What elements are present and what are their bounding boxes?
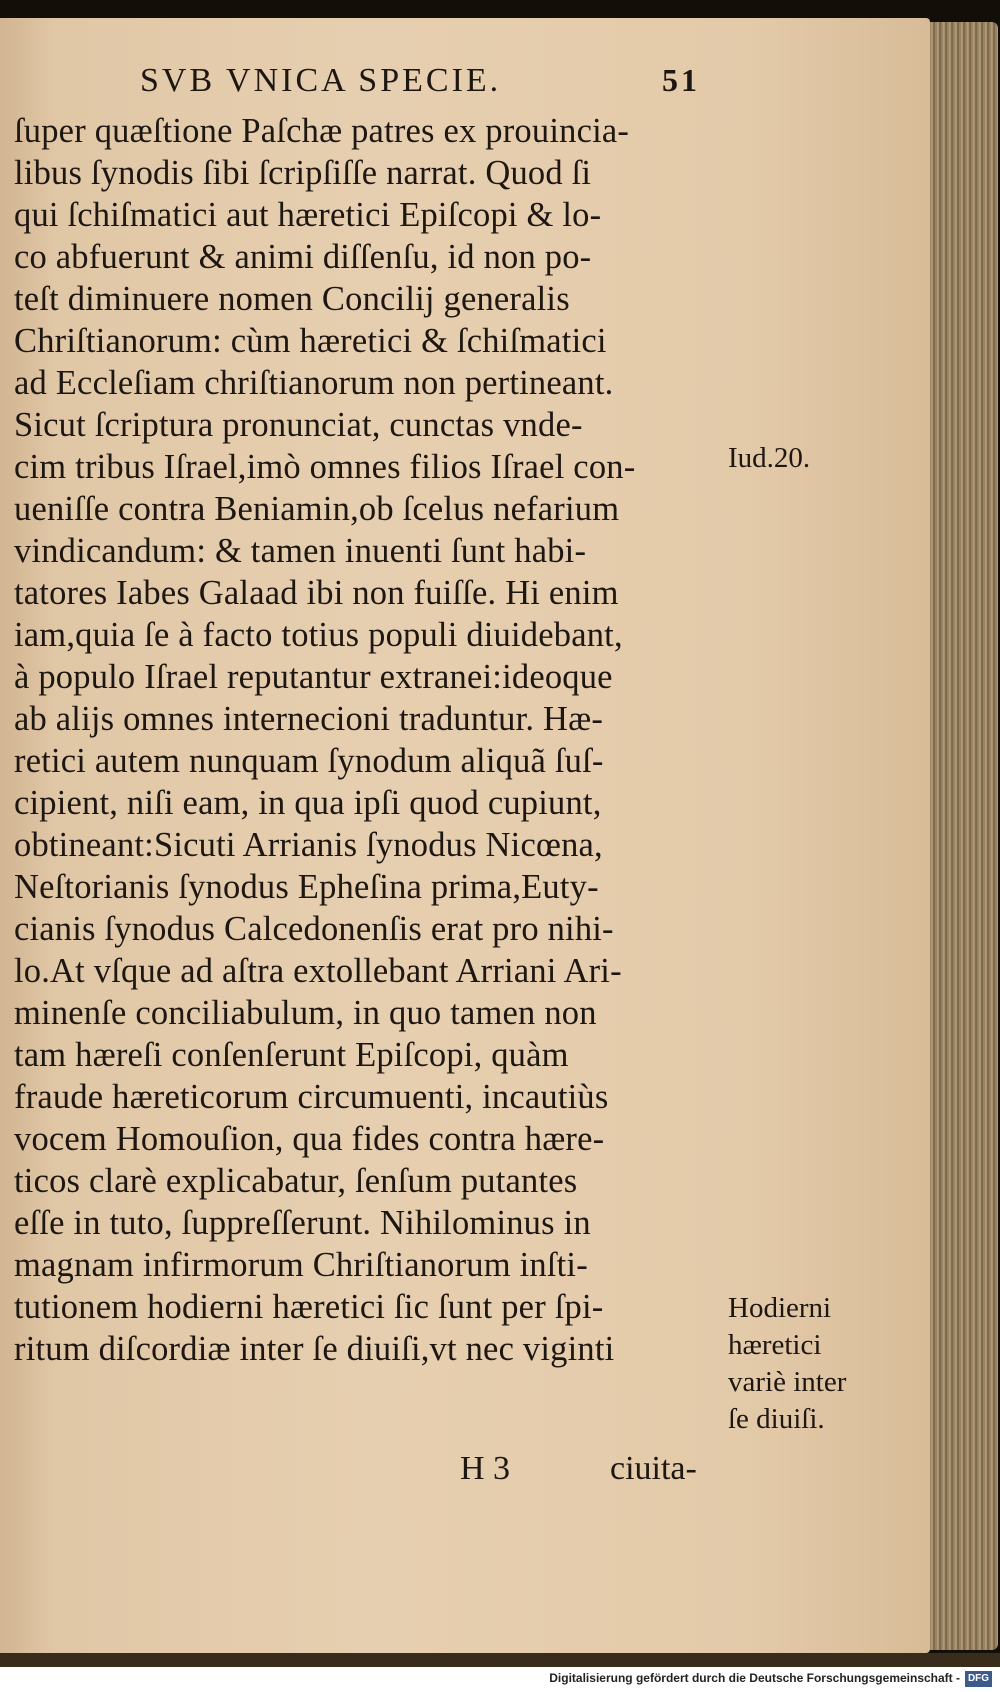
digitization-footer: [0, 1667, 1000, 1692]
text-line: teſt diminuere nomen Concilij generalis: [14, 280, 570, 318]
text-line: vindicandum: & tamen inuenti ſunt habi-: [14, 532, 587, 570]
text-line: ticos clarè explicabatur, ſenſum putantes: [14, 1162, 578, 1200]
margin-note-hodierni: [728, 1290, 846, 1438]
text-line: co abfuerunt & animi diſſenſu, id non po-: [14, 238, 592, 276]
text-line: ritum diſcordiæ inter ſe diuiſi,vt nec viginti: [14, 1330, 615, 1368]
text-line: tatores Iabes Galaad ibi non fuiſſe. Hi enim: [14, 574, 619, 612]
text-line: ad Eccleſiam chriſtianorum non pertineant.: [14, 364, 614, 402]
text-line: qui ſchiſmatici aut hæretici Epiſcopi & lo-: [14, 196, 602, 234]
margin-note-line: Hodierni: [728, 1292, 832, 1324]
text-line: lo.At vſque ad aſtra extollebant Arriani Ari-: [14, 952, 622, 990]
text-line: ſuper quæſtione Paſchæ patres ex prouincia-: [14, 112, 630, 150]
text-line: cipient, niſi eam, in qua ipſi quod cupiunt,: [14, 784, 602, 822]
text-line: cianis ſynodus Calcedonenſis erat pro nihi-: [14, 910, 614, 948]
page-number: 51: [662, 62, 700, 98]
margin-note-line: ſe diuiſi.: [728, 1403, 825, 1435]
funding-credit: Digitalisierung gefördert durch die Deutsche Forschungsgemeinschaft -: [549, 1671, 960, 1685]
running-head-title: SVB VNICA SPECIE.: [140, 62, 502, 99]
text-line: Neſtorianis ſynodus Epheſina prima,Euty-: [14, 868, 599, 906]
text-line: fraude hæreticorum circumuenti, incautiùs: [14, 1078, 609, 1116]
text-line: Chriſtianorum: cùm hæretici & ſchiſmatici: [14, 322, 607, 360]
dfg-logo: DFG: [965, 1671, 992, 1687]
text-line: minenſe conciliabulum, in quo tamen non: [14, 994, 597, 1032]
running-head: [140, 62, 700, 106]
text-line: tutionem hodierni hæretici ſic ſunt per ſpi-: [14, 1288, 604, 1326]
margin-note-line: Iud.20.: [728, 442, 811, 474]
catchword: ciuita-: [610, 1450, 697, 1487]
text-line: libus ſynodis ſibi ſcripſiſſe narrat. Quod ſi: [14, 154, 592, 192]
margin-note-line: hæretici: [728, 1329, 822, 1361]
text-line: tam hæreſi conſenſerunt Epiſcopi, quàm: [14, 1036, 569, 1074]
text-line: magnam infirmorum Chriſtianorum inſti-: [14, 1246, 588, 1284]
text-line: cim tribus Iſrael,imò omnes filios Iſrael con-: [14, 448, 636, 486]
margin-note-line: variè inter: [728, 1366, 847, 1398]
signature-mark: H 3: [460, 1450, 511, 1487]
bottom-binding: [0, 1653, 1000, 1667]
text-line: à populo Iſrael reputantur extranei:ideoque: [14, 658, 613, 696]
page-edges: [930, 22, 998, 1650]
margin-note-iud: [728, 440, 810, 477]
text-line: Sicut ſcriptura pronunciat, cunctas vnde-: [14, 406, 583, 444]
text-line: retici autem nunquam ſynodum aliquã ſuſ-: [14, 742, 604, 780]
text-line: vocem Homouſion, qua fides contra hære-: [14, 1120, 605, 1158]
text-line: iam,quia ſe à facto totius populi diuidebant,: [14, 616, 623, 654]
text-line: obtineant:Sicuti Arrianis ſynodus Nicœna,: [14, 826, 603, 864]
text-line: ueniſſe contra Beniamin,ob ſcelus nefarium: [14, 490, 620, 528]
text-line: ab alijs omnes internecioni traduntur. Hæ-: [14, 700, 604, 738]
text-line: eſſe in tuto, ſuppreſſerunt. Nihilominus in: [14, 1204, 591, 1242]
